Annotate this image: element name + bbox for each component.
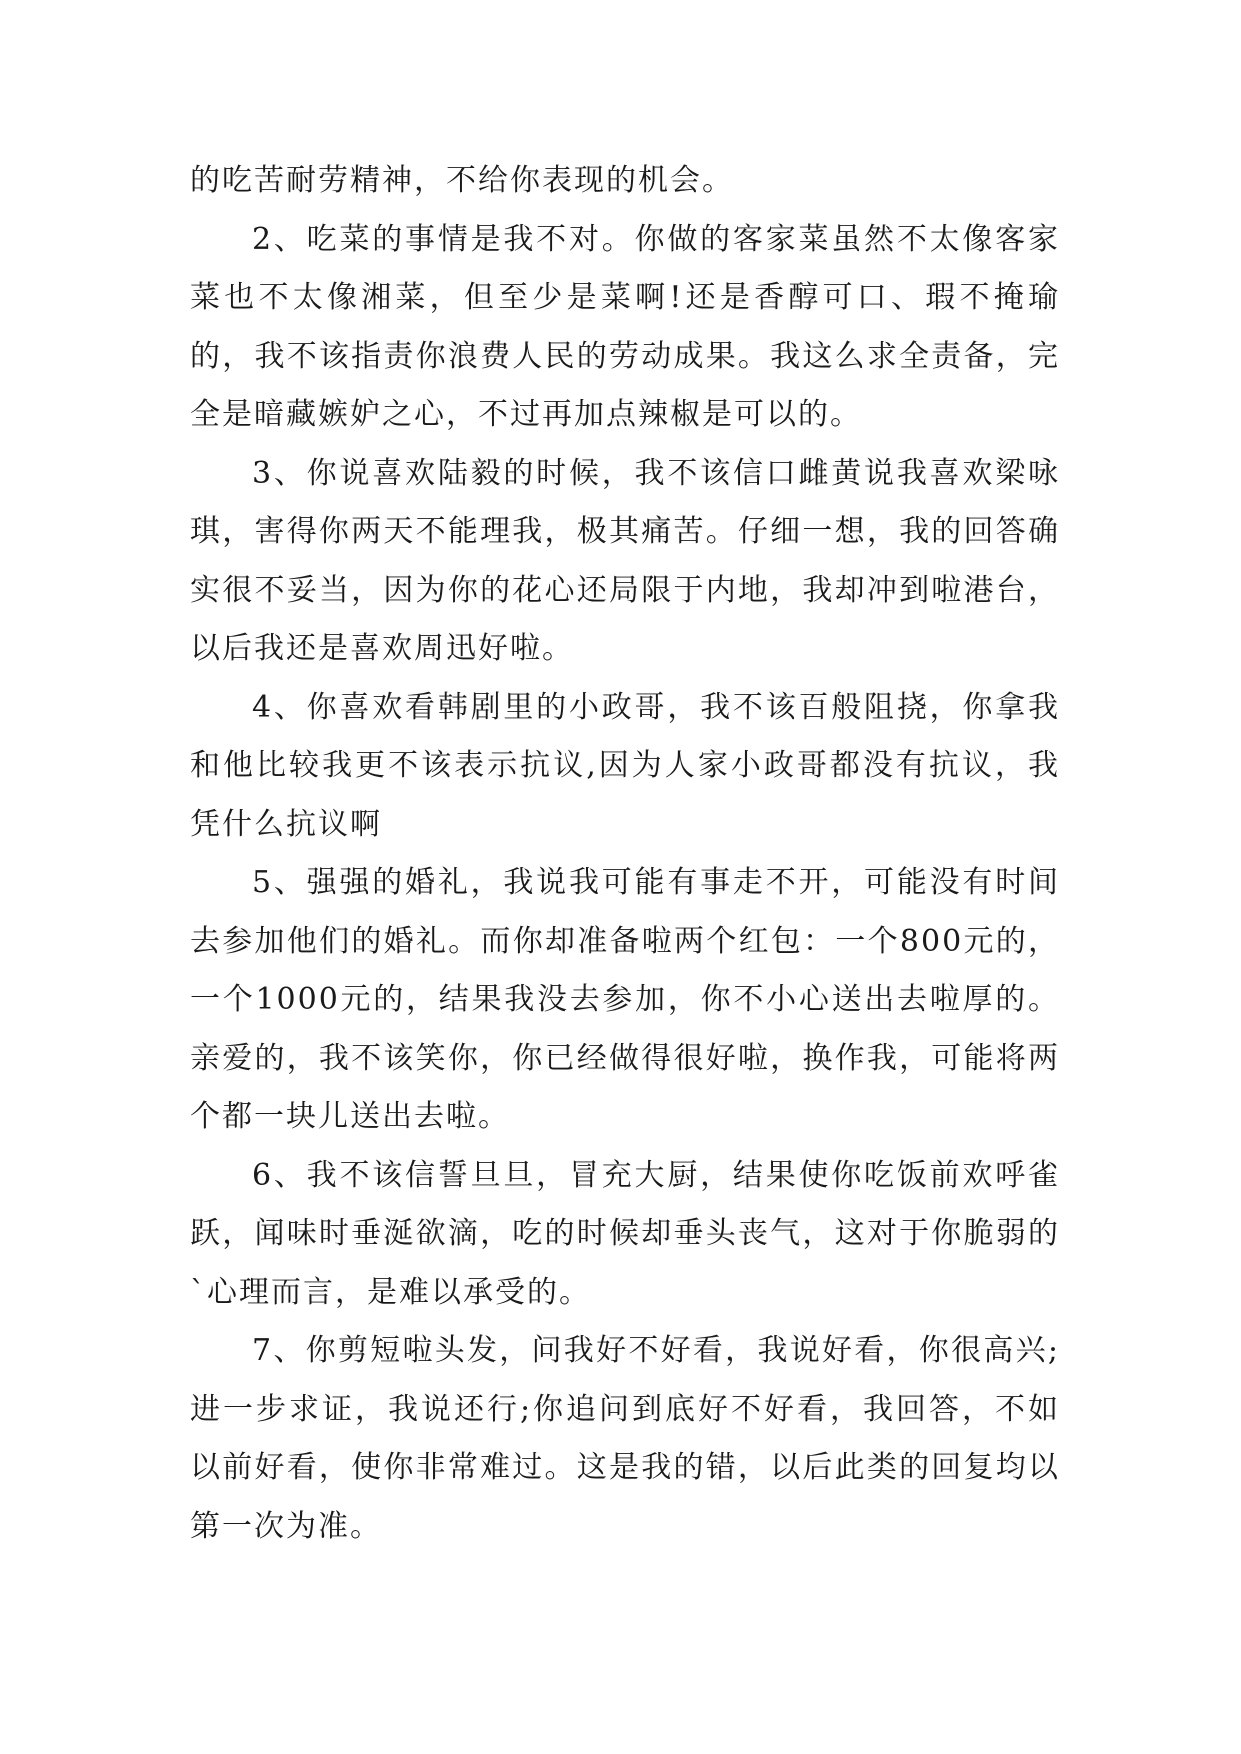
paragraph-item-6: 6、我不该信誓旦旦，冒充大厨，结果使你吃饭前欢呼雀跃，闻味时垂涎欲滴，吃的时候却垂头丧气，这对于你脆弱的`心理而言，是难以承受的。 [190,1157,1060,1310]
paragraph-item-2: 2、吃菜的事情是我不对。你做的客家菜虽然不太像客家菜也不太像湘菜，但至少是菜啊!还是香醇可口、瑕不掩瑜的，我不该指责你浪费人民的劳动成果。我这么求全责备，完全是暗藏嫉妒之心，不过再加点辣椒是可以的。 [190,221,1060,432]
paragraph-item-4: 4、你喜欢看韩剧里的小政哥，我不该百般阻挠，你拿我和他比较我更不该表示抗议,因为人家小政哥都没有抗议，我凭什么抗议啊 [190,689,1060,842]
paragraph-continuation: 的吃苦耐劳精神，不给你表现的机会。 [190,163,734,198]
paragraph-item-5: 5、强强的婚礼，我说我可能有事走不开，可能没有时间去参加他们的婚礼。而你却准备啦两个红包：一个800元的，一个1000元的，结果我没去参加，你不小心送出去啦厚的。亲爱的，我不该笑你，你已经做得很好啦，换作我，可能将两个都一块儿送出去啦。 [190,865,1060,1134]
paragraph-item-7: 7、你剪短啦头发，问我好不好看，我说好看，你很高兴;进一步求证，我说还行;你追问到底好不好看，我回答，不如以前好看，使你非常难过。这是我的错，以后此类的回复均以第一次为准。 [190,1333,1060,1544]
paragraph-item-3: 3、你说喜欢陆毅的时候，我不该信口雌黄说我喜欢梁咏琪，害得你两天不能理我，极其痛苦。仔细一想，我的回答确实很不妥当，因为你的花心还局限于内地，我却冲到啦港台，以后我还是喜欢周迅好啦。 [190,455,1060,666]
document-body [190,152,1060,1556]
